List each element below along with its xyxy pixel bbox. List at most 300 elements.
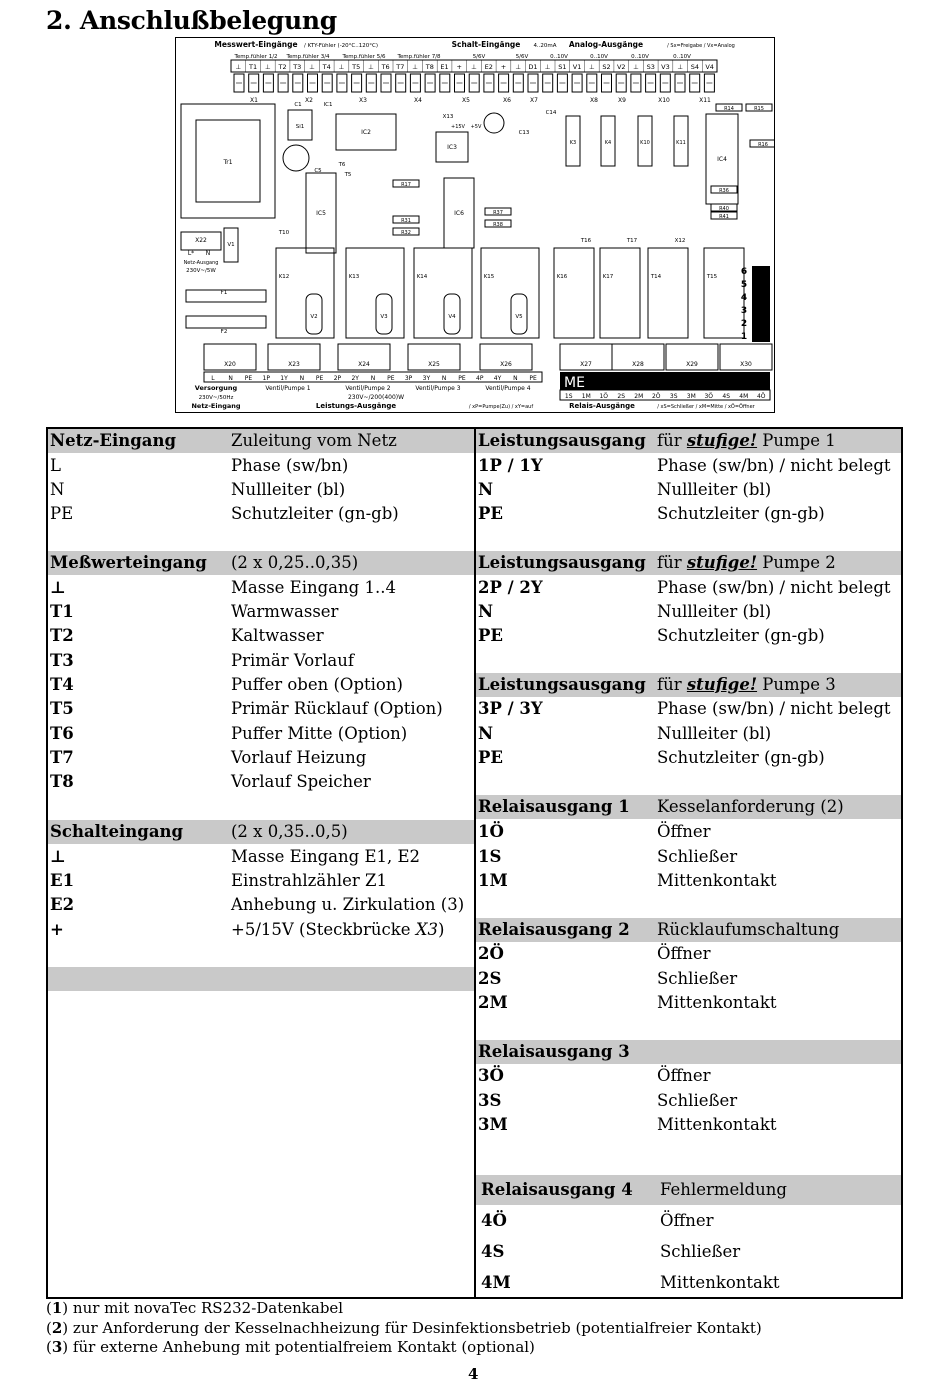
- board-label: +5V: [470, 124, 482, 130]
- terminal-label: PE: [387, 375, 395, 382]
- row-key: 2M: [478, 993, 508, 1012]
- relay-label: K14: [416, 274, 428, 280]
- header-stufig: stufige!: [686, 675, 758, 694]
- header-value: Fehlermeldung: [660, 1180, 787, 1199]
- header-value: [657, 429, 836, 453]
- board-sub-label: Temp.fühler 3/4: [286, 54, 330, 60]
- header-key: Netz-Eingang: [50, 431, 177, 450]
- row-key: N: [478, 602, 494, 621]
- resistor-label: R14: [724, 106, 734, 112]
- varistor-label: V4: [448, 314, 456, 320]
- transistor-label: T17: [626, 238, 638, 244]
- connector-label: X6: [503, 97, 511, 104]
- row-key: N: [478, 724, 494, 743]
- terminal-label: 2Ö: [651, 393, 661, 400]
- row-value: Schließer: [657, 1091, 738, 1110]
- terminal-label: 2P: [333, 375, 342, 382]
- row-key: PE: [478, 626, 503, 645]
- relay-label: K17: [602, 274, 614, 280]
- relay-large: [414, 248, 472, 338]
- header-value: (2 x 0,25..0,35): [231, 553, 359, 572]
- header-key: Relaisausgang 3: [478, 1042, 630, 1061]
- row-key: 1Ö: [478, 822, 504, 841]
- terminal-label: 1Y: [280, 375, 288, 382]
- connector-label: X20: [224, 361, 236, 368]
- empty-gray-band: [48, 967, 474, 991]
- relay-label: K15: [483, 274, 495, 280]
- relay-number: 2: [740, 319, 748, 329]
- header-value: Zuleitung vom Netz: [231, 431, 397, 450]
- header-key: Leistungsausgang: [478, 431, 646, 450]
- footnote-number: 2: [51, 1319, 63, 1337]
- connector-label: X9: [618, 97, 626, 104]
- relay-label: K11: [676, 140, 686, 146]
- terminal-label: T6: [381, 63, 390, 71]
- terminal-label: T4: [322, 63, 331, 71]
- terminal-label: ⊥: [515, 63, 522, 71]
- relay-number: 4: [740, 293, 748, 303]
- row-value: Schließer: [657, 969, 738, 988]
- header-key: Schalteingang: [50, 822, 184, 841]
- row-key: ⊥: [50, 578, 66, 597]
- resistor-label: R17: [401, 182, 411, 188]
- row-key: 4M: [481, 1273, 511, 1292]
- terminal-label: E2: [484, 63, 493, 71]
- connector-label: X27: [580, 361, 592, 368]
- row-value: Masse Eingang 1..4: [231, 578, 396, 597]
- terminal-label: 3Ö: [704, 393, 714, 400]
- transistor-label: X12: [674, 238, 686, 244]
- board-bottom-label: 230V~/200(400)W: [347, 394, 405, 401]
- varistor-label: V2: [310, 314, 318, 320]
- terminal-label: 1P: [262, 375, 270, 382]
- component-label: C14: [545, 110, 557, 116]
- footnote-number: 1: [51, 1299, 63, 1317]
- terminal-label: T3: [293, 63, 302, 71]
- ic-label: IC2: [361, 129, 371, 136]
- row-value: Schutzleiter (gn-gb): [231, 504, 399, 523]
- row-key: 3P / 3Y: [478, 699, 543, 718]
- row-key: N: [478, 480, 494, 499]
- header-pre: für: [657, 431, 687, 450]
- terminal-label: T1: [249, 63, 258, 71]
- row-value: Primär Rücklauf (Option): [231, 699, 443, 718]
- row-key: T6: [50, 724, 74, 743]
- board-sub-label: 0..10V: [590, 54, 608, 60]
- board-bottom-label: Versorgung: [194, 384, 238, 392]
- relay-number-strip: [752, 266, 770, 342]
- row-value: Phase (sw/bn) / nicht belegt: [657, 699, 891, 718]
- component-label: X22: [195, 237, 207, 244]
- board-bottom-label: Ventil/Pumpe 1: [265, 385, 311, 392]
- row-value: Phase (sw/bn): [231, 456, 349, 475]
- terminal-label: +: [456, 63, 462, 71]
- board-label: Netz-Ausgang: [183, 260, 219, 266]
- row-key: T2: [50, 626, 74, 645]
- row-value: Öffner: [657, 822, 711, 841]
- component-label: F1: [220, 290, 228, 296]
- fuse-f2: [186, 316, 266, 328]
- board-bottom-label: / xS=Schließer / xM=Mitte / xÖ=Öffner: [657, 404, 755, 410]
- header-value: [657, 673, 836, 697]
- terminal-label: T7: [396, 63, 405, 71]
- relay-number: 1: [740, 332, 748, 342]
- board-header-label: 4..20mA: [533, 43, 557, 49]
- row-key: E1: [50, 871, 75, 890]
- relay-number: 5: [740, 280, 748, 290]
- row-key: L: [50, 456, 61, 475]
- row-key: 3Ö: [478, 1066, 504, 1085]
- terminal-label: E1: [440, 63, 449, 71]
- board-bottom-label: / xP=Pumpe(Zu) / xY=auf: [468, 404, 534, 410]
- board-sub-label: Temp.fühler 1/2: [234, 54, 278, 60]
- board-header-label: Analog-Ausgänge: [568, 40, 644, 49]
- relay-label: K13: [348, 274, 360, 280]
- terminal-label: ⊥: [338, 63, 345, 71]
- row-value: Mittenkontakt: [657, 871, 777, 890]
- connector-label: X26: [500, 361, 512, 368]
- header-value: Kesselanforderung (2): [657, 797, 844, 816]
- page-title: 2. Anschlußbelegung: [46, 6, 337, 35]
- header-key: Relaisausgang 4: [481, 1180, 633, 1199]
- row-key: T4: [50, 675, 74, 694]
- capacitor: [484, 113, 504, 133]
- relay-label: K3: [569, 140, 577, 146]
- relay-large: [346, 248, 404, 338]
- terminal-label: 3M: [686, 393, 696, 400]
- header-post: Pumpe 1: [757, 431, 836, 450]
- row-key: 3M: [478, 1115, 508, 1134]
- board-bottom-label: Ventil/Pumpe 3: [415, 385, 461, 392]
- board-label: +15V: [451, 124, 465, 130]
- row-value: Kaltwasser: [231, 626, 324, 645]
- relay-large: [276, 248, 334, 338]
- relay-label: K16: [556, 274, 568, 280]
- terminal-label: N: [370, 375, 376, 382]
- row-value: Nullleiter (bl): [231, 480, 346, 499]
- resistor-label: R36: [719, 188, 729, 194]
- row-value: Vorlauf Speicher: [231, 772, 371, 791]
- board-bottom-label: Netz-Eingang: [191, 402, 241, 410]
- terminal-label: 1Ö: [599, 393, 609, 400]
- resistor-label: R41: [719, 214, 729, 220]
- component-label: T10: [278, 230, 290, 236]
- terminal-label: S1: [558, 63, 567, 71]
- row-key: PE: [478, 504, 503, 523]
- footnote-1: (1) nur mit novaTec RS232-Datenkabel: [46, 1299, 344, 1317]
- connector-label: X1: [250, 97, 258, 104]
- resistor-label: R37: [493, 210, 503, 216]
- terminal-label: ⊥: [412, 63, 418, 71]
- header-stufig: stufige!: [686, 431, 758, 450]
- header-value: (2 x 0,35..0,5): [231, 822, 348, 841]
- ic-label: IC3: [447, 144, 457, 151]
- row-value: Puffer oben (Option): [231, 675, 403, 694]
- row-value: Mittenkontakt: [657, 993, 777, 1012]
- terminal-label: ⊥: [235, 63, 242, 71]
- terminal-label: 3Y: [422, 375, 431, 382]
- varistor-label: V3: [380, 314, 388, 320]
- footnote-number: 3: [51, 1338, 63, 1356]
- row-key: +: [50, 920, 64, 939]
- footnote-text: für externe Anhebung mit potentialfreiem Kontakt (optional): [68, 1338, 535, 1356]
- terminal-label: ⊥: [633, 63, 639, 71]
- connector-label: X8: [590, 97, 598, 104]
- ic-label: IC4: [717, 156, 727, 163]
- row-value: Schutzleiter (gn-gb): [657, 504, 825, 523]
- header-pre: für: [657, 553, 687, 572]
- terminal-label: 1M: [581, 393, 591, 400]
- board-header-label: Messwert-Eingänge: [214, 40, 298, 49]
- relay-number: 3: [740, 306, 748, 316]
- terminal-label: L: [211, 375, 215, 382]
- connection-table: [46, 427, 903, 1299]
- header-pre: für: [657, 675, 687, 694]
- transformer-label: Tr1: [223, 159, 233, 166]
- terminal-label: ⊥: [677, 63, 684, 71]
- connector-label: X7: [530, 97, 538, 104]
- row-value: Einstrahlzähler Z1: [231, 871, 387, 890]
- row-key: ⊥: [50, 847, 66, 866]
- terminal-label: ⊥: [544, 63, 551, 71]
- row-key: N: [50, 480, 65, 499]
- header-key: Leistungsausgang: [478, 553, 646, 572]
- terminal-label: V3: [661, 63, 670, 71]
- terminal-label: 4S: [722, 393, 731, 400]
- row-value: Nullleiter (bl): [657, 480, 772, 499]
- resistor-label: R31: [401, 218, 411, 224]
- terminal-label: S3: [646, 63, 655, 71]
- component-label: V1: [227, 242, 235, 248]
- terminal-label: 2Y: [351, 375, 359, 382]
- terminal-label: 1S: [564, 393, 573, 400]
- board-sub-label: 5/6V: [515, 54, 529, 60]
- row-key: T1: [50, 602, 74, 621]
- board-header-label: / Sx=Freigabe / Vx=Analog: [667, 43, 735, 49]
- header-post: Pumpe 2: [757, 553, 836, 572]
- terminal-label: S4: [690, 63, 700, 71]
- row-value: Warmwasser: [231, 602, 339, 621]
- terminal-label: S2: [602, 63, 611, 71]
- row-value: Mittenkontakt: [660, 1273, 780, 1292]
- component-label: X13: [442, 114, 454, 120]
- row-key: 2Ö: [478, 944, 504, 963]
- terminal-label: N: [441, 375, 447, 382]
- terminal-label: 4P: [476, 375, 484, 382]
- header-row-netz: [48, 429, 474, 453]
- board-bottom-label: 230V~/50Hz: [198, 395, 234, 401]
- resistor-label: R32: [401, 230, 411, 236]
- terminal-label: V1: [572, 63, 582, 71]
- terminal-label: 2M: [634, 393, 644, 400]
- transistor-label: T16: [580, 238, 592, 244]
- board-label: 230V~/5W: [186, 268, 216, 274]
- header-key: Meßwerteingang: [50, 553, 207, 572]
- board-bottom-label: Ventil/Pumpe 4: [485, 385, 531, 392]
- row-key: 1S: [478, 847, 502, 866]
- row-value-close: ): [438, 920, 445, 939]
- row-key: PE: [478, 748, 503, 767]
- board-sub-label: Temp.fühler 5/6: [342, 54, 386, 60]
- row-value: [231, 918, 444, 942]
- board-bottom-label: Ventil/Pumpe 2: [345, 385, 391, 392]
- board-header-label: Schalt-Eingänge: [451, 40, 521, 49]
- right-column: [476, 429, 901, 1297]
- row-key: 1M: [478, 871, 508, 890]
- board-sub-label: 0..10V: [631, 54, 649, 60]
- footnote-2: (2) zur Anforderung der Kesselnachheizung für Desinfektionsbetrieb (potentialfreier Kontakt): [46, 1319, 762, 1337]
- board-label: N: [205, 250, 211, 257]
- terminal-label: V2: [616, 63, 626, 71]
- terminal-label: ⊥: [368, 63, 374, 71]
- connector-label: X5: [462, 97, 470, 104]
- row-key: 4Ö: [481, 1211, 507, 1230]
- footnote-text: zur Anforderung der Kesselnachheizung für Desinfektionsbetrieb (potentialfreier Kontakt): [68, 1319, 762, 1337]
- row-value: Phase (sw/bn) / nicht belegt: [657, 456, 891, 475]
- board-bottom-label: Relais-Ausgänge: [569, 402, 635, 410]
- footnote-3: (3) für externe Anhebung mit potentialfreiem Kontakt (optional): [46, 1338, 535, 1356]
- left-column: [48, 429, 474, 1297]
- resistor-label: R15: [754, 106, 764, 112]
- resistor-label: R16: [758, 142, 768, 148]
- terminal-label: N: [299, 375, 305, 382]
- terminal-label: V4: [705, 63, 714, 71]
- header-value: [657, 551, 836, 575]
- row-value: Anhebung u. Zirkulation (3): [231, 895, 465, 914]
- ic-label: IC5: [316, 210, 326, 217]
- relay-label: K10: [640, 140, 650, 146]
- terminal-label: +: [500, 63, 507, 71]
- terminal-label: N: [513, 375, 518, 382]
- row-value: Schutzleiter (gn-gb): [657, 626, 825, 645]
- header-post: Pumpe 3: [757, 675, 836, 694]
- header-stufig: stufige!: [686, 553, 758, 572]
- row-value: Nullleiter (bl): [657, 602, 772, 621]
- terminal-label: 4Ö: [756, 393, 766, 400]
- connector-label: X23: [288, 361, 300, 368]
- terminal-label: PE: [244, 375, 253, 382]
- terminal-label: T5: [352, 63, 361, 71]
- terminal-label: ⊥: [588, 63, 595, 71]
- connector-label: X11: [699, 97, 711, 104]
- row-value: Puffer Mitte (Option): [231, 724, 408, 743]
- varistor-label: V5: [515, 314, 523, 320]
- connector-label: X25: [428, 361, 440, 368]
- row-key: 1P / 1Y: [478, 456, 543, 475]
- row-key: 3S: [478, 1091, 502, 1110]
- terminal-label: ⊥: [471, 63, 477, 71]
- component-label: F2: [220, 329, 228, 335]
- relay-number: 6: [740, 267, 748, 277]
- terminal-label: T8: [425, 63, 434, 71]
- board-sub-label: 0..10V: [673, 54, 691, 60]
- board-sub-label: Temp.fühler 7/8: [397, 54, 441, 60]
- row-value: Schutzleiter (gn-gb): [657, 748, 825, 767]
- row-value: Schließer: [660, 1242, 741, 1261]
- board-sub-label: 0..10V: [550, 54, 568, 60]
- row-value-text: +5/15V (Steckbrücke: [231, 920, 416, 939]
- header-key: Relaisausgang 2: [478, 920, 630, 939]
- footnote-text: nur mit novaTec RS232-Datenkabel: [68, 1299, 344, 1317]
- row-key: T7: [50, 748, 74, 767]
- component-label: Si1: [295, 124, 305, 130]
- row-value: Öffner: [660, 1211, 714, 1230]
- relay-output: [600, 248, 640, 338]
- relay-label: K4: [604, 140, 612, 146]
- terminal-label: ⊥: [309, 63, 315, 71]
- connector-label: X4: [414, 97, 422, 104]
- row-key: 4S: [481, 1242, 505, 1261]
- row-key: 2S: [478, 969, 502, 988]
- row-key: T8: [50, 772, 74, 791]
- row-value: Primär Vorlauf: [231, 651, 354, 670]
- capacitor-c5: [283, 145, 309, 171]
- row-key: E2: [50, 895, 75, 914]
- header-key: Relaisausgang 1: [478, 797, 630, 816]
- board-sub-label: 5/6V: [472, 54, 486, 60]
- relay-output: [554, 248, 594, 338]
- header-value: Rücklaufumschaltung: [657, 920, 840, 939]
- resistor-label: R38: [493, 222, 503, 228]
- row-value: Öffner: [657, 944, 711, 963]
- relay-label: T15: [706, 274, 718, 280]
- display-box: [560, 372, 770, 390]
- row-value: Mittenkontakt: [657, 1115, 777, 1134]
- terminal-label: D1: [528, 63, 538, 71]
- connector-label: X3: [359, 97, 367, 104]
- terminal-label: T2: [278, 63, 287, 71]
- row-value-x3: X3: [415, 920, 438, 939]
- row-value: Vorlauf Heizung: [231, 748, 367, 767]
- connector-label: X28: [632, 361, 644, 368]
- board-bottom-label: Leistungs-Ausgänge: [315, 402, 397, 410]
- component-label: C1: [294, 102, 302, 108]
- relay-output: [648, 248, 688, 338]
- row-key: T3: [50, 651, 74, 670]
- connector-label: X30: [740, 361, 752, 368]
- terminal-label: 3P: [404, 375, 413, 382]
- board-label: L*: [187, 250, 195, 257]
- row-value: Schließer: [657, 847, 738, 866]
- row-key: T5: [50, 699, 74, 718]
- relay-large: [481, 248, 539, 338]
- resistor-label: R40: [719, 206, 729, 212]
- terminal-label: 2S: [617, 393, 626, 400]
- component-label: T5: [344, 172, 352, 178]
- row-key: 2P / 2Y: [478, 578, 543, 597]
- row-key: PE: [50, 504, 74, 523]
- connector-label: X24: [358, 361, 370, 368]
- circuit-board-diagram: [175, 37, 775, 413]
- component-label: IC1: [323, 102, 333, 108]
- row-value: Masse Eingang E1, E2: [231, 847, 421, 866]
- relay-output: [704, 248, 744, 338]
- row-value: Öffner: [657, 1066, 711, 1085]
- terminal-label: N: [228, 375, 233, 382]
- relay-label: T14: [650, 274, 662, 280]
- connector-label: X29: [686, 361, 698, 368]
- row-value: Phase (sw/bn) / nicht belegt: [657, 578, 891, 597]
- display-text: ME: [564, 375, 585, 391]
- board-drawing: [176, 38, 774, 412]
- page-number: 4: [468, 1365, 479, 1383]
- terminal-label: PE: [529, 375, 537, 382]
- connector-label: X10: [658, 97, 670, 104]
- terminal-label: 3S: [669, 393, 678, 400]
- component-label: C5: [314, 168, 322, 174]
- ic-label: IC6: [454, 210, 464, 217]
- component-label: T6: [338, 162, 346, 168]
